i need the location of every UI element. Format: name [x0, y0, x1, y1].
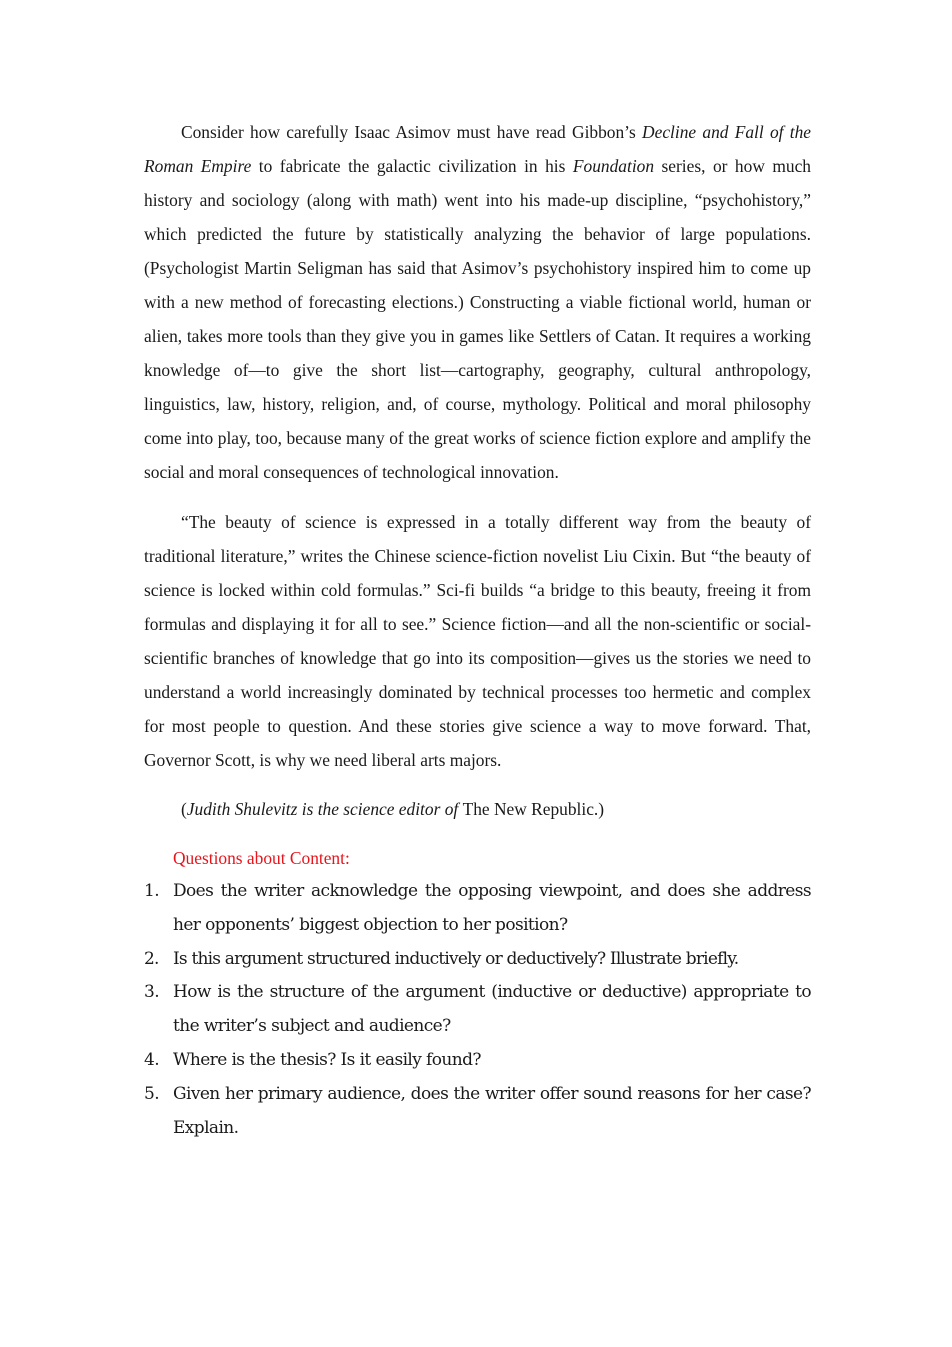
text-run: Consider how carefully Isaac Asimov must have read Gibbon’s: [181, 122, 643, 142]
question-number: 3.: [144, 982, 160, 1003]
credit-open-paren: (: [181, 799, 187, 819]
question-text: Does the writer acknowledge the opposing viewpoint, and does she address her opponents’ biggest objection to her position?: [173, 881, 811, 935]
question-number: 2.: [144, 948, 159, 969]
body-paragraph-2: “The beauty of science is expressed in a totally different way from the beauty of traditional literature,” writes the Chinese science-fiction novelist Liu Cixin. But “the beauty of science is locked within cold formulas.” Sci-fi builds “a bridge to this beauty, freeing it from formulas and displaying it for all to see.” Science fiction—and all the non-scientific or social-scientific branches of knowledge that go into its composition—gives us the stories we need to understand a world increasingly dominated by technical processes too hermetic and complex for most people to question. And these stories give science a way to move forward. That, Governor Scott, is why we need liberal arts majors.: [144, 512, 811, 770]
text-run: to fabricate the galactic civilization in his: [251, 156, 573, 176]
question-item: [144, 1044, 811, 1078]
question-number: 5.: [144, 1083, 160, 1104]
question-number: 1.: [144, 881, 160, 901]
book-title-foundation: Foundation: [572, 156, 655, 176]
body-paragraph-1: [144, 115, 811, 489]
text-run: series, or how much history and sociology (along with math) went into his made-up discipline, “psychohistory,” which predicted the future by statistically analyzing the behavior of large populations. (Psychologist Martin Seligman has said that Asimov’s psychohistory inspired him to come up with a new method of forecasting elections.) Constructing a viable fictional world, human or alien, takes more tools than they give you in games like Settlers of Catan. It requires a working knowledge of—to give the short list—cartography, geography, cultural anthropology, linguistics, law, history, religion, and, of course, mythology. Political and moral philosophy come into play, too, because many of the great works of science fiction explore and amplify the social and moral consequences of technological innovation.: [144, 156, 811, 482]
publication-name: The New Republic.: [462, 799, 599, 819]
questions-list: [144, 875, 811, 1145]
question-text: Where is the thesis? Is it easily found?: [173, 1049, 481, 1070]
author-credit: [144, 792, 811, 826]
question-text: How is the structure of the argument (inductive or deductive) appropriate to the writer’s subject and audience?: [173, 982, 811, 1037]
question-item: [144, 976, 811, 1044]
document-page: [144, 115, 811, 1145]
question-number: 4.: [144, 1049, 160, 1070]
book-title-decline-and-fall: Decline and Fall of the Roman Empire: [144, 122, 811, 176]
question-item: [144, 875, 811, 943]
questions-heading: Questions about Content:: [173, 848, 350, 868]
question-text: Is this argument structured inductively or deductively? Illustrate briefly.: [173, 948, 739, 969]
credit-italic-text: Judith Shulevitz is the science editor of: [186, 799, 463, 819]
question-item: [144, 1078, 811, 1146]
question-item: [144, 943, 811, 977]
credit-close-paren: ): [598, 799, 605, 819]
question-text: Given her primary audience, does the writer offer sound reasons for her case? Explain.: [173, 1083, 811, 1138]
